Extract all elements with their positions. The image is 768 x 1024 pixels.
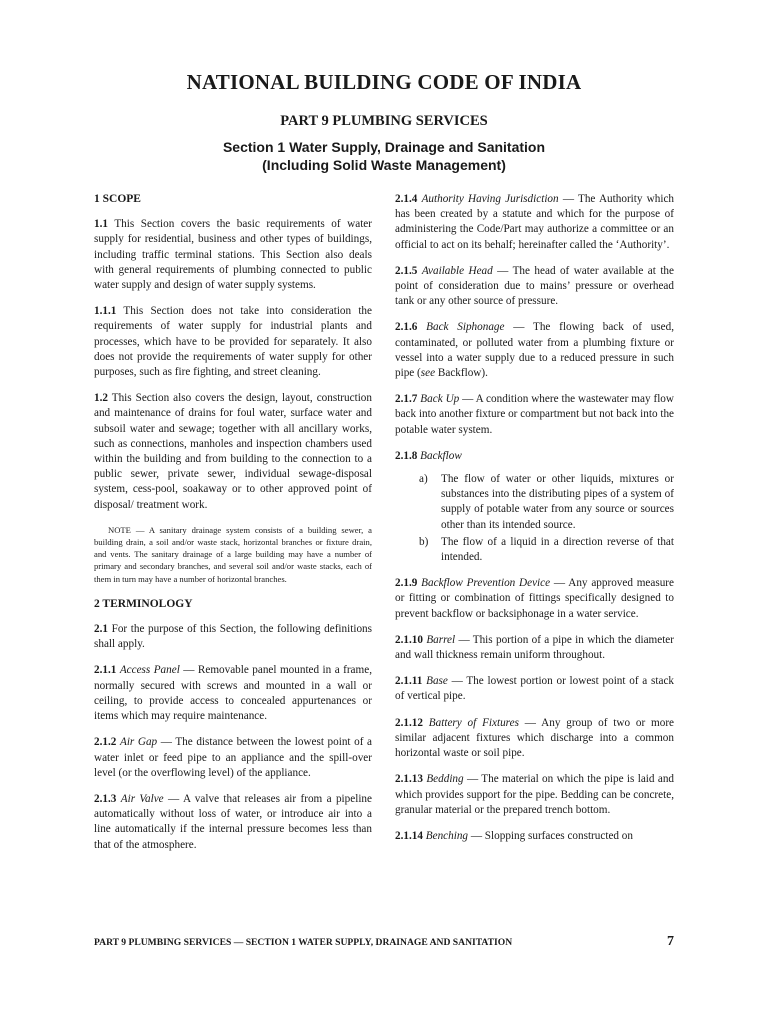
defined-term: Back Siphonage: [426, 321, 505, 334]
definition-2-1-3: [94, 792, 372, 853]
defined-term: Back Up: [420, 393, 460, 406]
definition-text: — The flowing back of used, contaminated, or polluted water from a plumbing fixture or vessel into a water supply due to a reduced pressure in such pipe (: [395, 321, 674, 380]
clause-1-2: [94, 391, 372, 513]
defined-term: Authority Having Jurisdiction: [421, 193, 559, 205]
clause-text: This Section also covers the design, layout, construction and maintenance of drains for foul water, surface water and subsoil water and sewage; together with all ancillary works, such as connections, manholes and inspection chambers used within the building and from building to the connection to a public sewer, private sewer, individual sewage-disposal system, cess-pool, soakaway or to other approved point of disposal/ treatment work.: [94, 392, 372, 511]
definition-2-1-4: [395, 192, 674, 253]
definition-text: — The distance between the lowest point of a water inlet or feed pipe to an appliance and the spill-over level (or the overflowing level) of the appliance.: [94, 736, 373, 779]
clause-text: This Section covers the basic requirements of water supply for residential, business and other types of buildings, including traffic terminal stations. This Section also deals with general requirements of plumbing connected to public water supply and design of water supply systems.: [94, 218, 372, 292]
defined-term: Battery of Fixtures: [428, 716, 519, 729]
definition-2-1-6: [395, 320, 674, 381]
definition-text: — The lowest portion or lowest point of a stack of vertical pipe.: [395, 675, 675, 703]
clause-number: 1.2: [94, 392, 108, 405]
clause-number: 2.1.8: [395, 449, 418, 462]
definition-text: — The material on which the pipe is laid and which provides support for the pipe. Bedding can be concrete, granular material or the prepared trench bottom.: [395, 773, 675, 816]
clause-number: 2.1.7: [395, 393, 418, 406]
defined-term: Base: [426, 675, 448, 688]
defined-term: Access Panel: [119, 664, 180, 677]
definition-2-1-13: [395, 772, 674, 818]
defined-term: Backflow: [420, 449, 462, 462]
clause-number: 2.1.4: [395, 193, 418, 205]
clause-text: For the purpose of this Section, the following definitions shall apply.: [94, 623, 372, 651]
note: NOTE — A sanitary drainage system consists of a building sewer, a building drain, a soil and/or waste stack, horizontal branches or fixture drain, and vents. The sanitary drainage of a large building may have a number of primary and secondary branches, and several soil and/or waste stacks, each of them in turn may have a number of horizontal branches.: [94, 524, 372, 584]
right-column: [395, 192, 674, 855]
clause-number: 1.1: [94, 218, 108, 231]
terminology-heading: 2 TERMINOLOGY: [94, 597, 193, 610]
definition-text: — Any group of two or more similar adjacent fixtures which discharge into a common horizontal waste or soil pipe.: [395, 716, 675, 760]
definition-2-1-11: [395, 674, 674, 704]
clause-number: 2.1.13: [395, 773, 423, 786]
running-footer-title: PART 9 PLUMBING SERVICES — SECTION 1 WATER SUPPLY, DRAINAGE AND SANITATION: [94, 937, 513, 948]
clause-text: This Section does not take into consideration the requirements of water supply for industrial plants and processes, which have to be provided for separately. It also does not provide the requirements of water supply for other purposes, such as fire fighting, and street cleaning.: [94, 305, 372, 379]
definition-2-1-5: [395, 264, 674, 310]
list-label: a): [419, 473, 428, 486]
definition-2-1-2: [94, 735, 372, 781]
definition-2-1-1: [94, 663, 372, 724]
clause-number: 2.1.3: [94, 792, 117, 805]
clause-number: 2.1.10: [395, 633, 423, 646]
definition-2-1-9: [395, 576, 674, 622]
document-title: NATIONAL BUILDING CODE OF INDIA: [186, 70, 582, 94]
section-heading: [0, 138, 768, 174]
list-text: The flow of a liquid in a direction reverse of that intended.: [441, 535, 674, 564]
definition-2-1-14: [395, 829, 674, 844]
definition-text: — This portion of a pipe in which the diameter and wall thickness remain uniform throughout.: [395, 633, 675, 662]
definition-2-1-10: [395, 633, 674, 663]
definition-2-1-12: [395, 716, 674, 762]
defined-term: Air Valve: [120, 792, 164, 805]
definition-text: — A valve that releases air from a pipeline automatically without loss of water, or introduce air into a line automatically if the internal pressure becomes less than that of the atmosphere.: [94, 792, 372, 851]
defined-term: Barrel: [426, 633, 456, 646]
defined-term: Available Head: [421, 264, 493, 277]
section-heading-line-1: Section 1 Water Supply, Drainage and Sanitation: [222, 139, 546, 155]
list-label: b): [419, 535, 429, 548]
clause-1-1: [94, 217, 372, 293]
clause-number: 2.1: [94, 623, 108, 636]
list-item: [395, 472, 674, 533]
clause-number: 2.1.1: [94, 664, 117, 677]
defined-term: Air Gap: [119, 736, 158, 749]
defined-term: Backflow Prevention Device: [421, 577, 551, 590]
definition-text-tail: Backflow).: [435, 367, 488, 380]
section-heading-line-2: (Including Solid Waste Management): [262, 157, 506, 173]
clause-2-1: [94, 622, 372, 652]
definition-2-1-7: [395, 392, 674, 438]
page-footer: [94, 934, 674, 950]
list-item: [395, 535, 674, 565]
see-reference: see: [420, 367, 436, 380]
scope-heading: 1 SCOPE: [94, 193, 141, 205]
left-column: [94, 192, 372, 864]
backflow-list: [395, 472, 674, 565]
definition-text: — Slopping surfaces constructed on: [468, 829, 633, 842]
clause-number: 2.1.6: [395, 321, 418, 334]
clause-number: 2.1.2: [94, 736, 117, 749]
clause-number: 2.1.12: [395, 716, 423, 729]
definition-text: — Removable panel mounted in a frame, normally secured with screws and mounted in a wall or ceiling, to provide access to concealed appurtenances or items which may require maintenance.: [94, 664, 372, 723]
clause-number: 2.1.5: [395, 264, 418, 277]
clause-number: 2.1.14: [395, 829, 423, 842]
clause-number: 1.1.1: [94, 305, 117, 318]
definition-text: — A condition where the wastewater may flow back into another fixture or compartment but not back into the potable water system.: [395, 393, 674, 436]
defined-term: Bedding: [426, 773, 464, 786]
page-number: 7: [667, 934, 674, 949]
definition-text: — The Authority which has been created by a statute and which for the purpose of administering the Code/Part may authorize a committee or an official to act on its behalf; hereinafter called the ‘Authority’.: [395, 193, 675, 251]
list-text: The flow of water or other liquids, mixtures or substances into the distributing pipes of a system of supply of potable water from any source or sources other than its intended source.: [441, 473, 674, 531]
clause-1-1-1: [94, 304, 372, 380]
definition-text: — The head of water available at the point of consideration due to mains’ pressure or overhead tank or any other source of pressure.: [395, 264, 674, 308]
clause-number: 2.1.11: [395, 675, 423, 688]
definition-text: — Any approved measure or fitting or combination of fittings specifically designed to prevent backflow or backsiphonage in a water service.: [395, 577, 675, 620]
part-heading: PART 9 PLUMBING SERVICES: [280, 113, 488, 129]
defined-term: Benching: [425, 829, 469, 842]
clause-number: 2.1.9: [395, 577, 418, 590]
definition-2-1-8: [395, 449, 674, 464]
